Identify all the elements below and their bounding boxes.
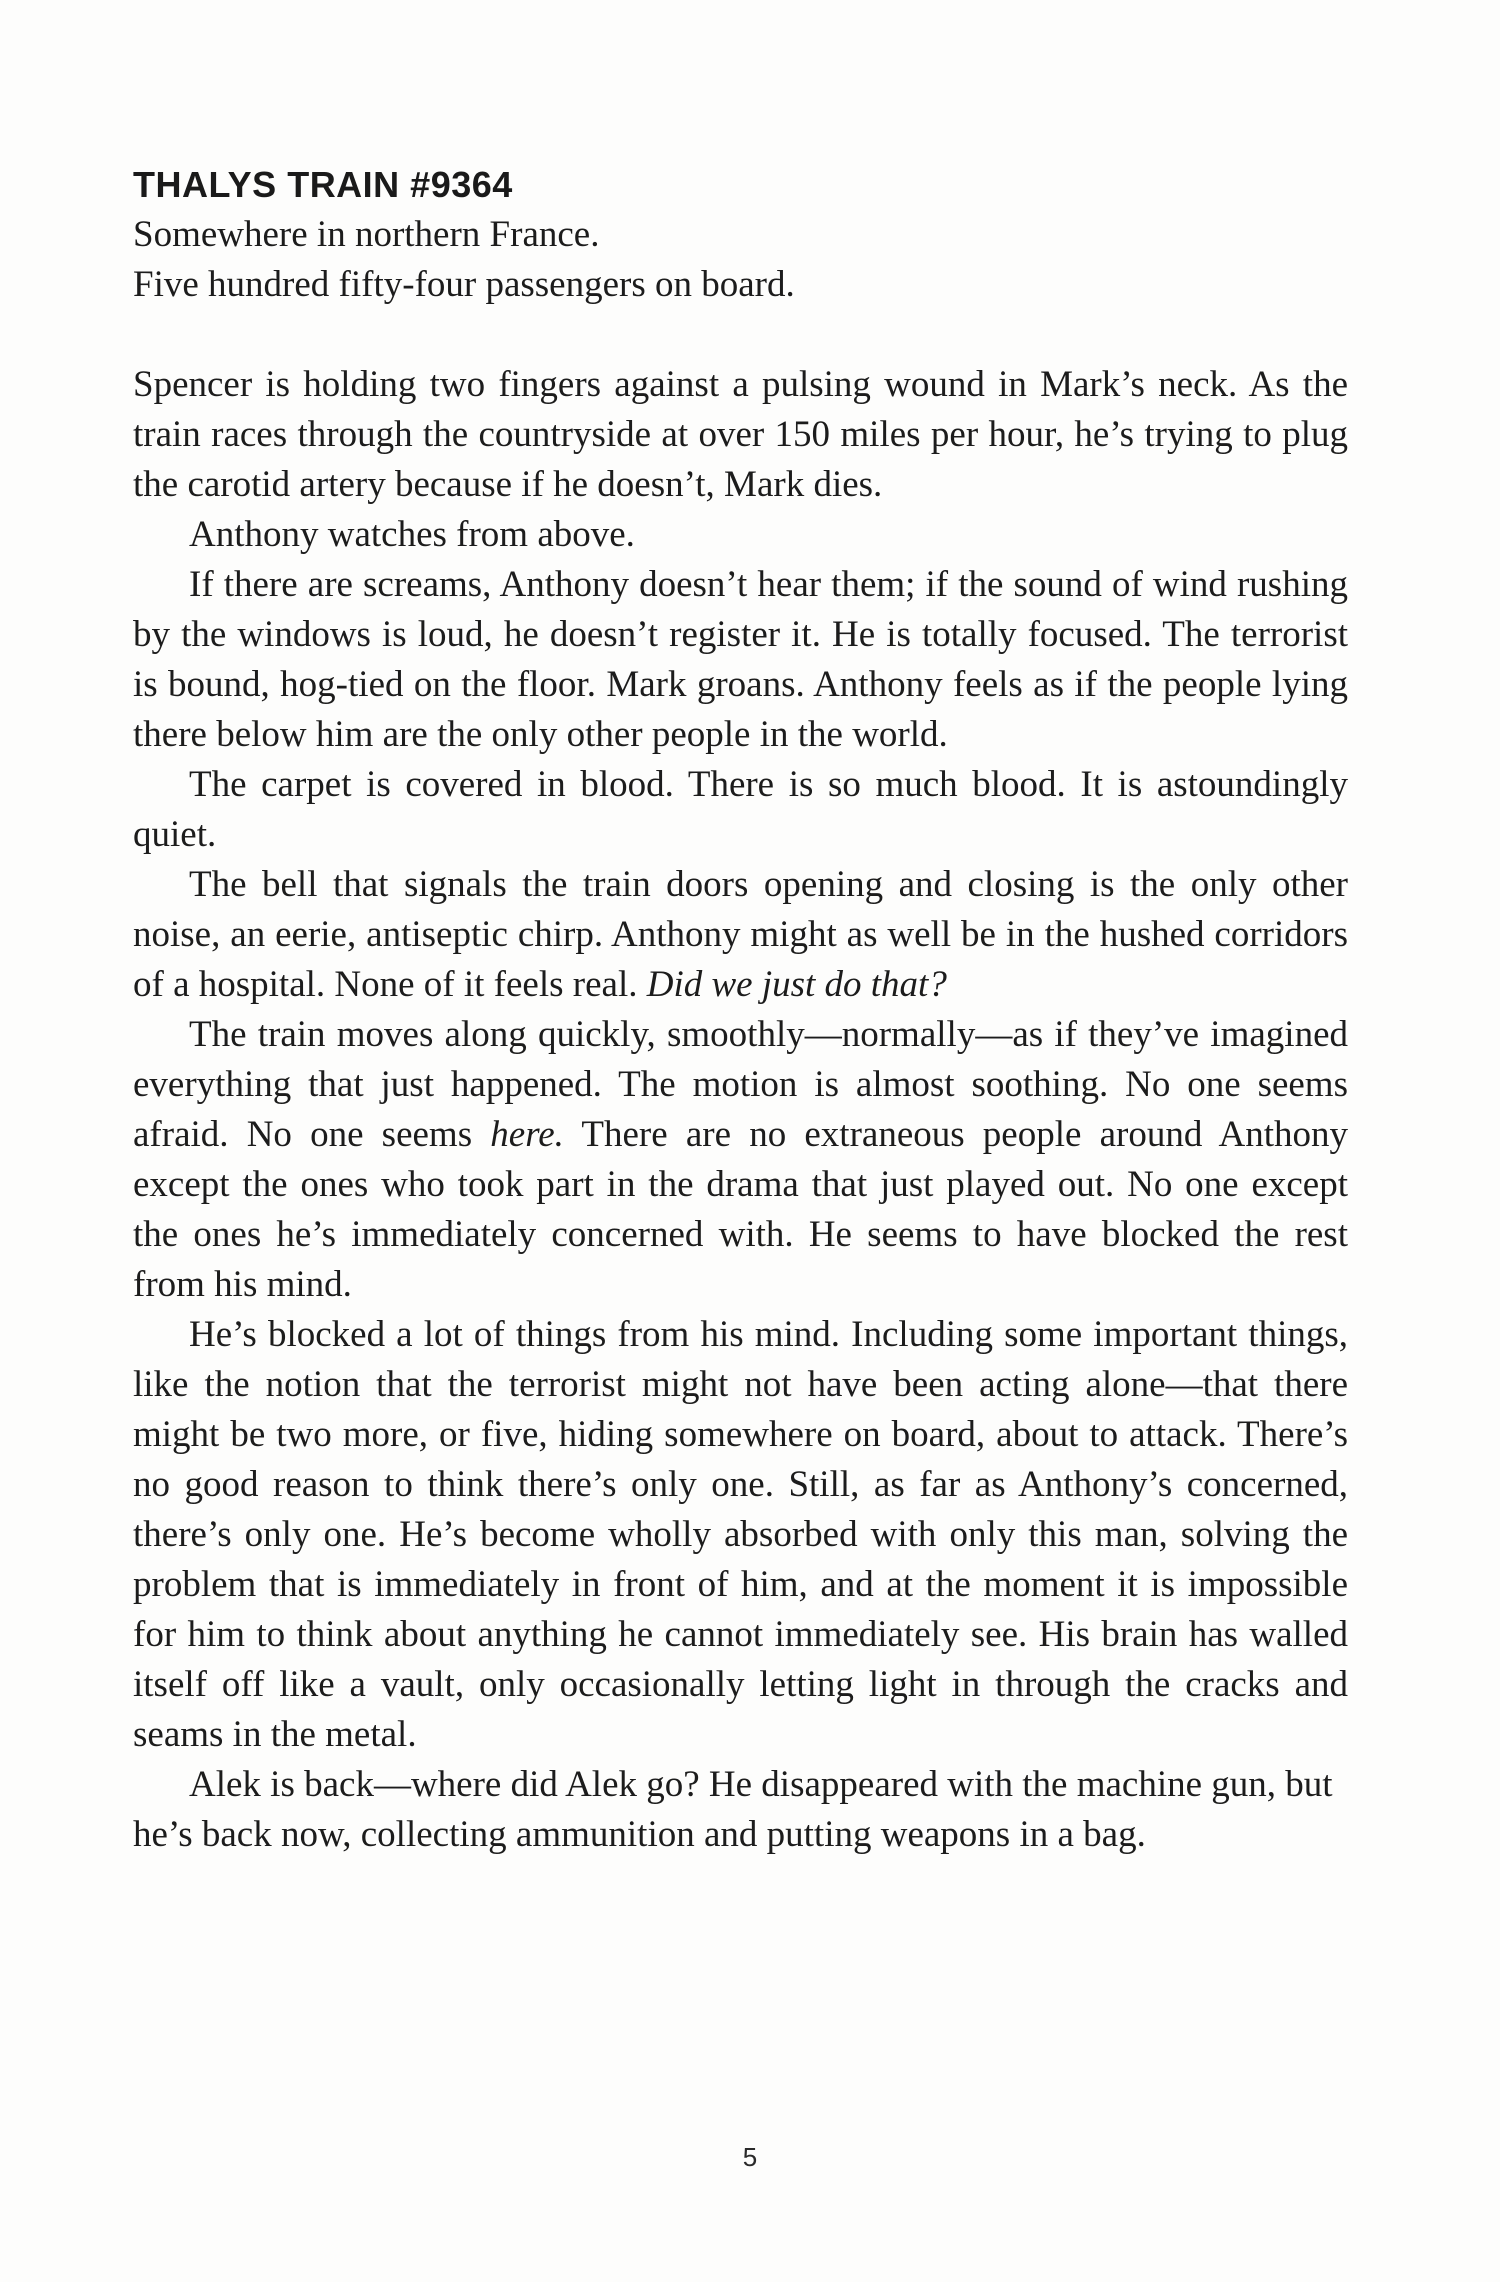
text-run: Spencer is holding two fingers against a pulsing wound in Mark’s neck. As the train races through the countryside at over 150 miles per hour, he’s trying to plug the carotid artery because if he doesn’t, Mark dies. xyxy=(133,364,1348,505)
italic-text: Did we just do that? xyxy=(646,964,947,1005)
chapter-heading: THALYS TRAIN #9364 xyxy=(133,164,513,205)
text-run: He’s blocked a lot of things from his mind. Including some important things, like the notion that the terrorist might not have been acting alone—that there might be two more, or five, hiding somewhere on board, about to attack. There’s no good reason to think there’s only one. Still, as far as Anthony’s concerned, there’s only one. He’s become wholly absorbed with only this man, solving the problem that is immediately in front of him, and at the moment it is impossible for him to think about anything he cannot immediately see. His brain has walled itself off like a vault, only occasionally letting light in through the cracks and seams in the metal. xyxy=(133,1314,1348,1755)
text-run: If there are screams, Anthony doesn’t hear them; if the sound of wind rushing by the windows is loud, he doesn’t register it. He is totally focused. The terrorist is bound, hog-tied on the floor. Mark groans. Anthony feels as if the people lying there below him are the only other people in the world. xyxy=(133,564,1348,755)
text-block xyxy=(133,160,1348,1860)
passengers-line: Five hundred fifty-four passengers on board. xyxy=(133,264,795,305)
page-number: 5 xyxy=(742,2142,758,2172)
paragraph xyxy=(133,1310,1348,1760)
paragraph xyxy=(133,510,1348,560)
text-run: Anthony watches from above. xyxy=(189,514,635,555)
text-run: The train moves along quickly, smoothly—normally—as if they’ve imagined everything that just happened. The motion is almost soothing. No one seems afraid. No one seems xyxy=(133,1014,1348,1155)
paragraph xyxy=(133,560,1348,760)
body-text xyxy=(133,360,1348,1860)
paragraph xyxy=(133,1760,1348,1860)
paragraph xyxy=(133,760,1348,860)
text-run: The carpet is covered in blood. There is so much blood. It is astoundingly quiet. xyxy=(133,764,1348,855)
paragraph xyxy=(133,860,1348,1010)
text-run: The bell that signals the train doors opening and closing is the only other noise, an eerie, antiseptic chirp. Anthony might as well be in the hushed corridors of a hospital. None of it feels real. xyxy=(133,864,1348,1005)
paragraph xyxy=(133,360,1348,510)
text-run: There are no extraneous people around Anthony except the ones who took part in the drama that just played out. No one except the ones he’s immediately concerned with. He seems to have blocked the rest from his mind. xyxy=(133,1114,1348,1305)
paragraph xyxy=(133,1010,1348,1310)
text-run: Alek is back—where did Alek go? He disappeared with the machine gun, but he’s back now, collecting ammunition and putting weapons in a bag. xyxy=(133,1764,1333,1855)
location-line: Somewhere in northern France. xyxy=(133,214,600,255)
italic-text: here. xyxy=(490,1114,564,1155)
